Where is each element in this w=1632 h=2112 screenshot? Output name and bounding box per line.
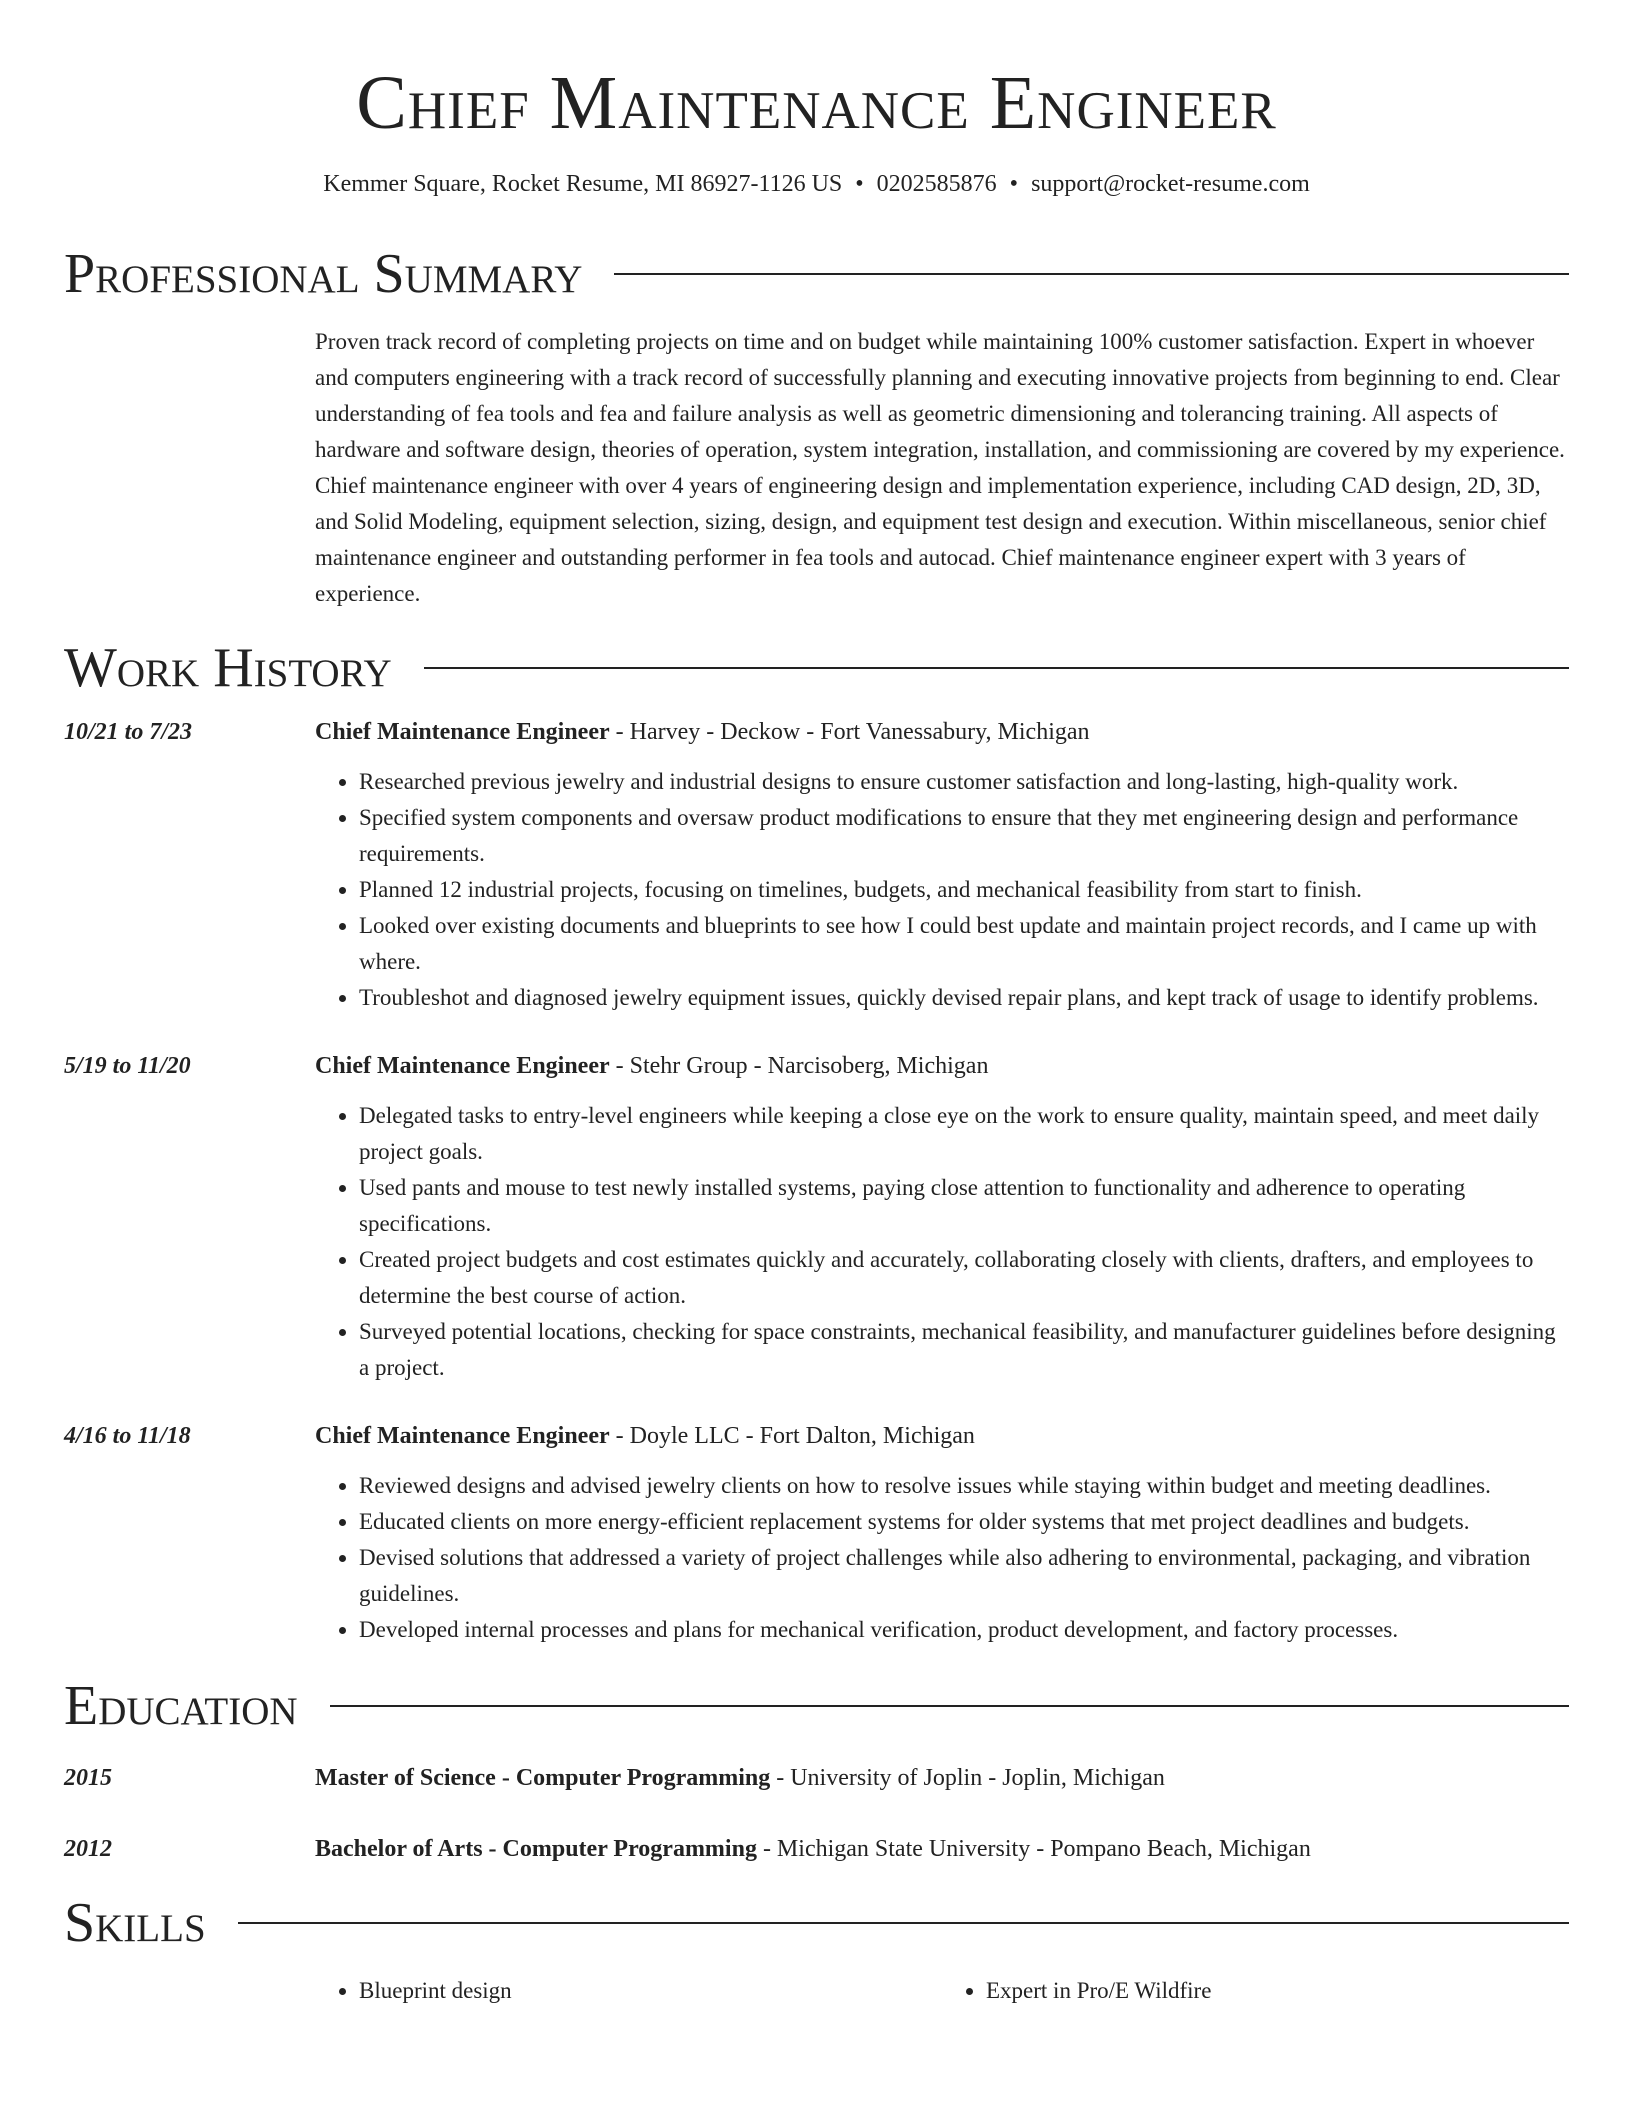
contact-line [64,168,1569,200]
resume-title: Chief Maintenance Engineer [356,61,1277,145]
job-body [315,1048,1569,1386]
contact-separator: • [1009,171,1019,197]
job-bullet: • Surveyed potential locations, checking for space constraints, mechanical feasibility, and manufacturer guidelines before designing a project. [359,1314,1569,1386]
education-details: - Michigan State University - Pompano Beach, Michigan [756,1836,1311,1862]
job-title: Chief Maintenance Engineer [315,1423,610,1449]
contact-phone: 0202585876 [876,171,997,197]
job-body [315,714,1569,1016]
work-section-heading [64,636,1569,700]
job-details: - Harvey - Deckow - Fort Vanessabury, Michigan [609,719,1090,745]
job-dates: 5/19 to 11/20 [64,1053,191,1079]
contact-address: Kemmer Square, Rocket Resume, MI 86927-1126 US [323,171,843,197]
job-bullets [315,1098,1569,1386]
job-title: Chief Maintenance Engineer [315,719,610,745]
section-divider [424,667,1569,669]
job-bullet: • Used pants and mouse to test newly installed systems, paying close attention to functionality and adherence to operating specifications. [359,1170,1569,1242]
job-bullet: • Planned 12 industrial projects, focusing on timelines, budgets, and mechanical feasibility from start to finish. [359,872,1569,908]
job-bullet: • Educated clients on more energy-efficient replacement systems for older systems that met project deadlines and budgets. [359,1504,1569,1540]
skill-item: • Expert in Pro/E Wildfire [986,1973,1569,2009]
skills-column-left [315,1973,942,2009]
contact-separator: • [855,171,864,197]
education-line [315,1831,1311,1867]
skills-section-heading [64,1891,1569,1955]
job-bullets [315,1468,1569,1648]
job-bullet: • Troubleshot and diagnosed jewelry equipment issues, quickly devised repair plans, and kept track of usage to identify problems. [359,980,1569,1016]
job-entry [64,714,1569,1016]
education-section-heading [64,1674,1569,1738]
job-dates: 4/16 to 11/18 [64,1423,191,1449]
education-degree: Bachelor of Arts - Computer Programming [315,1836,757,1862]
job-bullet: • Devised solutions that addressed a variety of project challenges while also adhering to environmental, packaging, and vibration guidelines. [359,1540,1569,1612]
job-entry [64,1048,1569,1386]
job-line [315,714,1569,750]
education-year: 2012 [64,1836,112,1862]
contact-email: support@rocket-resume.com [1031,171,1310,197]
job-bullet: • Developed internal processes and plans for mechanical verification, product development, and factory processes. [359,1612,1569,1648]
education-entry [64,1760,1569,1796]
job-details: - Stehr Group - Narcisoberg, Michigan [609,1053,989,1079]
section-divider [614,273,1569,275]
education-degree: Master of Science - Computer Programming [315,1765,771,1791]
job-bullet: • Researched previous jewelry and industrial designs to ensure customer satisfaction and long-lasting, high-quality work. [359,764,1569,800]
education-details: - University of Joplin - Joplin, Michigan [770,1765,1165,1791]
section-divider [238,1922,1569,1924]
job-title: Chief Maintenance Engineer [315,1053,610,1079]
job-dates: 10/21 to 7/23 [64,719,193,745]
summary-text: Proven track record of completing projects on time and on budget while maintaining 100% customer satisfaction. Expert in whoever and computers engineering with a track record of successfully planning and executing innovative projects from beginning to end. Clear understanding of fea tools and fea and failure analysis as well as geometric dimensioning and tolerancing training. All aspects of hardware and software design, theories of operation, system integration, installation, and commissioning are covered by my experience. Chief maintenance engineer with over 4 years of engineering design and implementation experience, including CAD design, 2D, 3D, and Solid Modeling, equipment selection, sizing, design, and equipment test design and execution. Within miscellaneous, senior chief maintenance engineer and outstanding performer in fea tools and autocad. Chief maintenance engineer expert with 3 years of experience. [315,329,1565,606]
job-bullet: • Created project budgets and cost estimates quickly and accurately, collaborating closely with clients, drafters, and employees to determine the best course of action. [359,1242,1569,1314]
section-divider [330,1705,1569,1707]
summary-heading-text: Professional Summary [64,243,583,305]
summary-section-heading [64,242,1569,306]
job-bullet: • Reviewed designs and advised jewelry clients on how to resolve issues while staying within budget and meeting deadlines. [359,1468,1569,1504]
resume-page [64,0,1569,2009]
job-bullet: • Looked over existing documents and blueprints to see how I could best update and maintain project records, and I came up with where. [359,908,1569,980]
skills-heading-text: Skills [64,1892,206,1954]
job-line [315,1048,1569,1084]
job-bullets [315,764,1569,1016]
job-bullet: • Delegated tasks to entry-level engineers while keeping a close eye on the work to ensure quality, maintain speed, and meet daily project goals. [359,1098,1569,1170]
work-heading-text: Work History [64,637,392,699]
education-entry [64,1831,1569,1867]
job-entry [64,1418,1569,1648]
skill-item: • Blueprint design [359,1973,942,2009]
job-line [315,1418,1569,1454]
education-line [315,1760,1165,1796]
skills-column-right [942,1973,1569,2009]
education-year: 2015 [64,1765,112,1791]
job-details: - Doyle LLC - Fort Dalton, Michigan [609,1423,975,1449]
job-bullet: • Specified system components and oversaw product modifications to ensure that they met engineering design and performance requirements. [359,800,1569,872]
skills-list [315,1973,1569,2009]
job-body [315,1418,1569,1648]
education-heading-text: Education [64,1675,298,1737]
